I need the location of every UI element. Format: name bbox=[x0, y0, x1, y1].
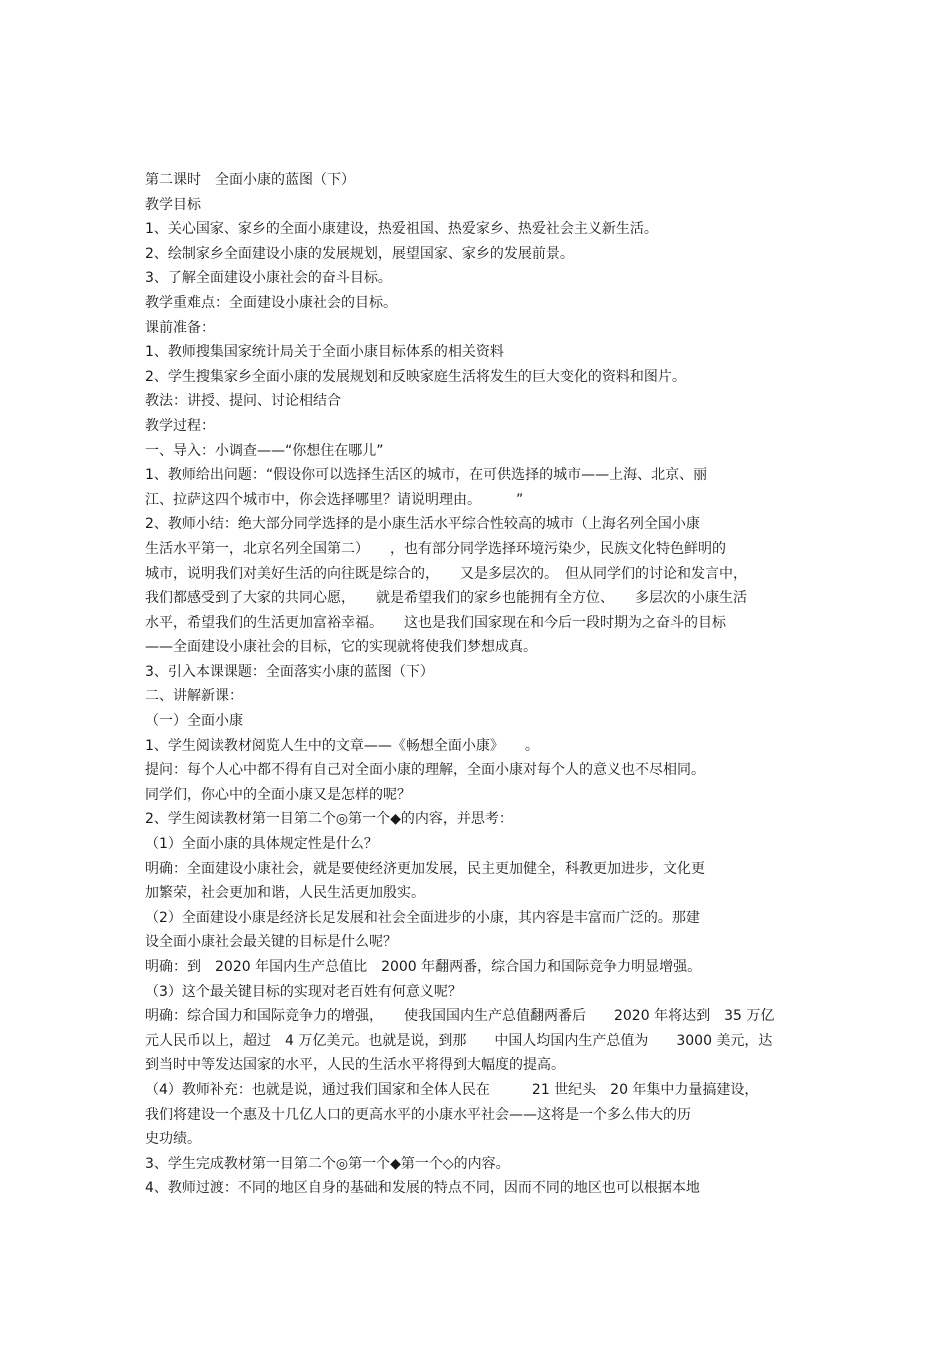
paragraph-line: 提问：每个人心中都不得有自己对全面小康的理解，全面小康对每个人的意义也不尽相同。 bbox=[145, 762, 705, 779]
paragraph-line: 设全面小康社会最关键的目标是什么呢？ bbox=[145, 934, 397, 951]
objective-3: 3、了解全面建设小康社会的奋斗目标。 bbox=[145, 270, 392, 287]
paragraph-line: 3、学生完成教材第一目第二个◎第一个◆第一个◇的内容。 bbox=[145, 1155, 510, 1172]
question-line: （1）全面小康的具体规定性是什么？ bbox=[145, 836, 378, 853]
paragraph-line: 城市，说明我们对美好生活的向往既是综合的， 又是多层次的。 但从同学们的讨论和发言中， bbox=[145, 565, 747, 582]
paragraph-line: 2、教师小结：绝大部分同学选择的是小康生活水平综合性较高的城市（上海名列全国小康 bbox=[145, 516, 700, 533]
objective-2: 2、绘制家乡全面建设小康的发展规划，展望国家、家乡的发展前景。 bbox=[145, 245, 574, 262]
preparation-1: 1、教师搜集国家统计局关于全面小康目标体系的相关资料 bbox=[145, 344, 504, 361]
paragraph-line: 1、学生阅读教材阅览人生中的文章——《畅想全面小康》 。 bbox=[145, 737, 539, 754]
paragraph-line: 3、引入本课课题：全面落实小康的蓝图（下） bbox=[145, 663, 434, 680]
paragraph-line: 明确：到 2020 年国内生产总值比 2000 年翻两番，综合国力和国际竞争力明显增强。 bbox=[145, 959, 702, 975]
teaching-method: 教法：讲授、提问、讨论相结合 bbox=[145, 393, 341, 410]
section-heading-objectives: 教学目标 bbox=[145, 196, 201, 213]
process-intro-heading: 一、导入：小调查——“你想住在哪儿” bbox=[145, 442, 384, 459]
question-line: （2）全面建设小康是经济长足发展和社会全面进步的小康，其内容是丰富而广泛的。那建 bbox=[145, 909, 700, 926]
paragraph-line: 元人民币以上，超过 4 万亿美元。也就是说，到那 中国人均国内生产总值为 3000 美元，达 bbox=[145, 1032, 773, 1049]
paragraph-line: 我们都感受到了大家的共同心愿， 就是希望我们的家乡也能拥有全方位、 多层次的小康生活 bbox=[145, 590, 747, 607]
section-heading-preparation: 课前准备： bbox=[145, 319, 215, 336]
paragraph-line: 到当时中等发达国家的水平，人民的生活水平将得到大幅度的提高。 bbox=[145, 1057, 565, 1074]
paragraph-line: 生活水平第一，北京名列全国第二） ，也有部分同学选择环境污染少，民族文化特色鲜明的 bbox=[145, 540, 726, 557]
paragraph-line: 同学们，你心中的全面小康又是怎样的呢？ bbox=[145, 786, 411, 803]
document-body bbox=[145, 168, 825, 1201]
section-heading-process: 教学过程： bbox=[145, 417, 215, 434]
paragraph-line: 明确：全面建设小康社会，就是要使经济更加发展，民主更加健全，科教更加进步，文化更 bbox=[145, 860, 705, 877]
paragraph-line: 2、学生阅读教材第一目第二个◎第一个◆的内容，并思考： bbox=[145, 811, 513, 828]
paragraph-line: ——全面建设小康社会的目标，它的实现就将使我们梦想成真。 bbox=[145, 639, 537, 656]
lesson-title: 第二课时 全面小康的蓝图（下） bbox=[145, 172, 355, 188]
objective-1: 1、关心国家、家乡的全面小康建设，热爱祖国、热爱家乡、热爱社会主义新生活。 bbox=[145, 221, 658, 238]
paragraph-line: 4、教师过渡：不同的地区自身的基础和发展的特点不同，因而不同的地区也可以根据本地 bbox=[145, 1180, 700, 1197]
preparation-2: 2、学生搜集家乡全面小康的发展规划和反映家庭生活将发生的巨大变化的资料和图片。 bbox=[145, 368, 686, 385]
question-line: （3）这个最关键目标的实现对老百姓有何意义呢？ bbox=[145, 983, 462, 1000]
key-points: 教学重难点：全面建设小康社会的目标。 bbox=[145, 294, 397, 311]
paragraph-line: 明确：综合国力和国际竞争力的增强， 使我国国内生产总值翻两番后 2020 年将达到 35 万亿 bbox=[145, 1008, 775, 1025]
paragraph-line: 加繁荣，社会更加和谐，人民生活更加殷实。 bbox=[145, 885, 425, 902]
paragraph-line: 1、教师给出问题：“假设你可以选择生活区的城市，在可供选择的城市——上海、北京、丽 bbox=[145, 467, 708, 484]
question-line: （4）教师补充：也就是说，通过我们国家和全体人民在 21 世纪头 20 年集中力量搞建设， bbox=[145, 1081, 759, 1098]
section-heading-new-lesson: 二、讲解新课： bbox=[145, 688, 243, 705]
paragraph-line: 水平，希望我们的生活更加富裕幸福。 这也是我们国家现在和今后一段时期为之奋斗的目标 bbox=[145, 614, 726, 631]
paragraph-line: 我们将建设一个惠及十几亿人口的更高水平的小康水平社会——这将是一个多么伟大的历 bbox=[145, 1106, 691, 1123]
paragraph-line: 江、拉萨这四个城市中，你会选择哪里？请说明理由。 ” bbox=[145, 491, 524, 508]
paragraph-line: 史功绩。 bbox=[145, 1131, 201, 1148]
subsection-heading: （一）全面小康 bbox=[145, 713, 243, 730]
